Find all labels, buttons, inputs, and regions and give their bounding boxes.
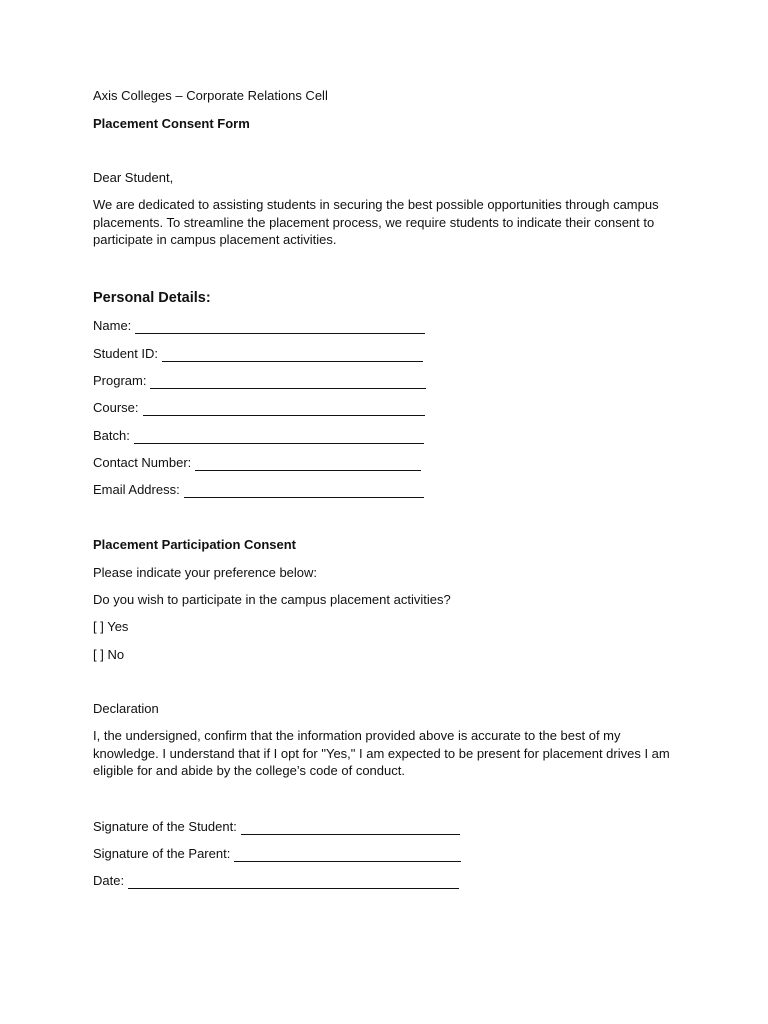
contact-number-label: Contact Number: [93, 455, 192, 470]
program-field[interactable] [93, 372, 426, 389]
course-blank[interactable] [143, 402, 425, 416]
date-label: Date: [93, 873, 125, 888]
declaration-paragraph: I, the undersigned, confirm that the information provided above is accurate to the best of my knowledge. I understand that if I opt for "Yes," I am expected to be present for placement drives I am eligible for and abide by the college’s code of conduct. [93, 728, 670, 778]
consent-heading: Placement Participation Consent [93, 537, 296, 552]
student-id-label: Student ID: [93, 346, 159, 361]
date-blank[interactable] [128, 875, 459, 889]
date-field[interactable] [93, 872, 459, 889]
consent-instruction: Please indicate your preference below: [93, 565, 318, 580]
email-address-field[interactable] [93, 481, 424, 498]
org-name: Axis Colleges – Corporate Relations Cell [93, 88, 328, 103]
personal-details-heading: Personal Details: [93, 290, 211, 306]
course-label: Course: [93, 400, 139, 415]
consent-question: Do you wish to participate in the campus placement activities? [93, 592, 451, 607]
name-blank[interactable] [135, 320, 425, 334]
program-blank[interactable] [150, 375, 426, 389]
name-field[interactable] [93, 317, 425, 334]
form-title: Placement Consent Form [93, 116, 250, 131]
option-no[interactable]: [ ] No [93, 647, 125, 662]
parent-signature-field[interactable] [93, 845, 461, 862]
program-label: Program: [93, 373, 147, 388]
batch-blank[interactable] [134, 430, 424, 444]
parent-signature-blank[interactable] [234, 848, 461, 862]
student-signature-label: Signature of the Student: [93, 819, 237, 834]
student-signature-field[interactable] [93, 818, 460, 835]
course-field[interactable] [93, 399, 425, 416]
declaration-heading: Declaration [93, 701, 159, 716]
option-yes[interactable]: [ ] Yes [93, 619, 129, 634]
student-signature-blank[interactable] [241, 821, 460, 835]
student-id-field[interactable] [93, 345, 423, 362]
email-address-blank[interactable] [184, 484, 424, 498]
batch-field[interactable] [93, 427, 424, 444]
greeting: Dear Student, [93, 170, 174, 185]
contact-number-blank[interactable] [195, 457, 421, 471]
student-id-blank[interactable] [162, 348, 423, 362]
parent-signature-label: Signature of the Parent: [93, 846, 231, 861]
name-label: Name: [93, 318, 132, 333]
email-address-label: Email Address: [93, 482, 180, 497]
contact-number-field[interactable] [93, 454, 421, 471]
intro-paragraph: We are dedicated to assisting students in securing the best possible opportunities through campus placements. To streamline the placement process, we require students to indicate their consent to participate in campus placement activities. [93, 197, 659, 247]
batch-label: Batch: [93, 428, 130, 443]
